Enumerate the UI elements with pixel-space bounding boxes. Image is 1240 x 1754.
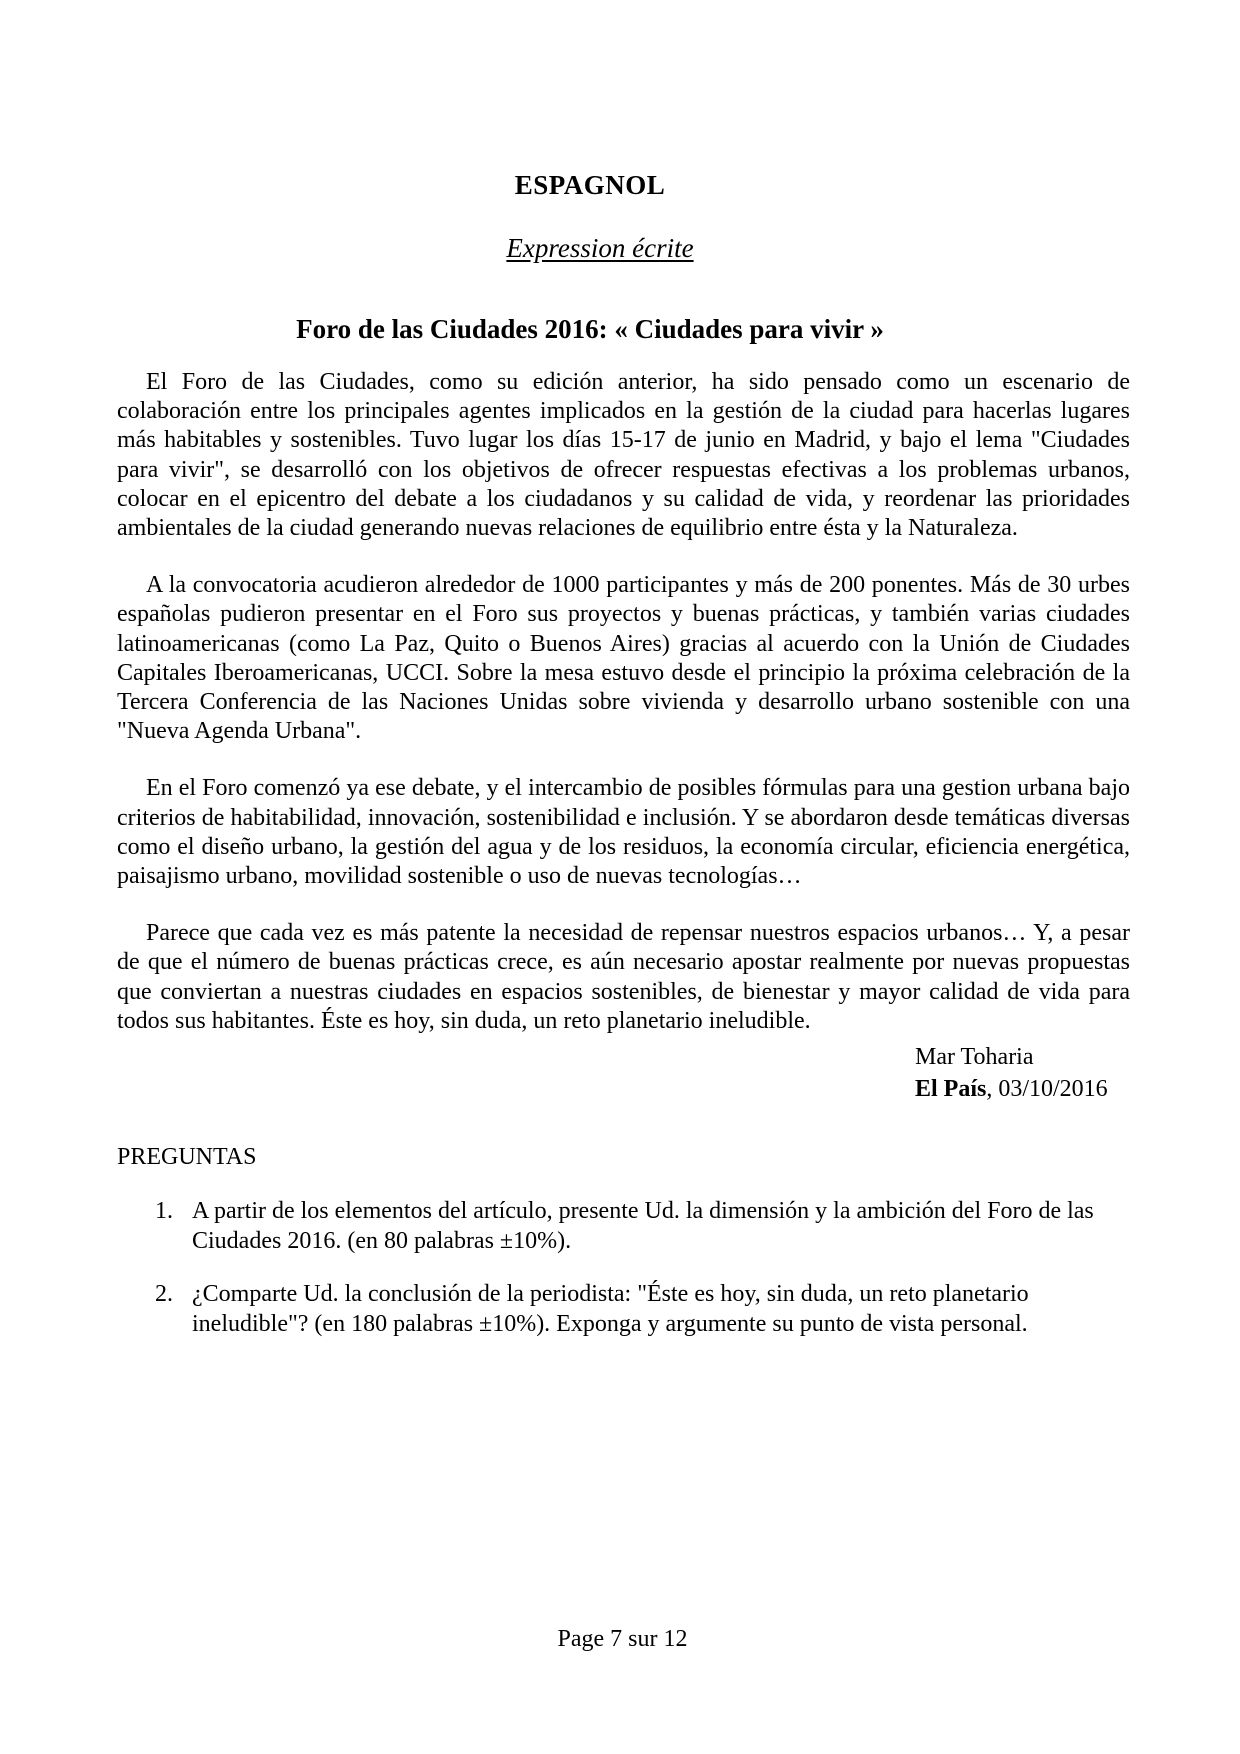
article-source: El País <box>915 1076 987 1102</box>
section-subtitle <box>0 233 1180 264</box>
page-number: Page 7 sur 12 <box>557 1626 688 1652</box>
question-number: 1. <box>155 1198 173 1224</box>
questions-heading: PREGUNTAS <box>117 1144 257 1170</box>
article-title: Foro de las Ciudades 2016: « Ciudades para vivir » <box>296 314 884 344</box>
article-paragraph: En el Foro comenzó ya ese debate, y el intercambio de posibles fórmulas para una gestion urbana bajo criterios de habitabilidad, innovación, sostenibilidad e inclusión. Y se abordaron desde temáticas diversas como el diseño urbano, la gestión del agua y de los residuos, la economía circular, eficiencia energética, paisajismo urbano, movilidad sostenible o uso de nuevas tecnologías… <box>117 775 1130 890</box>
article-date: , 03/10/2016 <box>986 1076 1108 1102</box>
question-item <box>117 1280 1130 1339</box>
article-paragraph: Parece que cada vez es más patente la necesidad de repensar nuestros espacios urbanos… Y, a pesar de que el número de buenas prácticas crece, es aún necesario apostar realmente por nuevas propuestas que conviertan a nuestras ciudades en espacios sostenibles, de bienestar y mayor calidad de vida para todos sus habitantes. Éste es hoy, sin duda, un reto planetario ineludible. <box>117 920 1130 1034</box>
section-subtitle-text: Expression écrite <box>506 233 694 263</box>
article-source-line <box>915 1073 1108 1105</box>
question-number: 2. <box>155 1281 173 1307</box>
question-text: ¿Comparte Ud. la conclusión de la periodista: "Éste es hoy, sin duda, un reto planetario ineludible"? (en 180 palabras ±10%). Exponga y argumente su punto de vista personal. <box>192 1281 1029 1337</box>
question-text: A partir de los elementos del artículo, presente Ud. la dimensión y la ambición del Foro de las Ciudades 2016. (en 80 palabras ±10%). <box>192 1198 1094 1254</box>
article-paragraph: A la convocatoria acudieron alrededor de 1000 participantes y más de 200 ponentes. Más de 30 urbes españolas pudieron presentar en el Foro sus proyectos y buenas prácticas, y también varias ciudades latinoamericanas (como La Paz, Quito o Buenos Aires) gracias al acuerdo con la Unión de Ciudades Capitales Iberoamericanas, UCCI. Sobre la mesa estuvo desde el principio la próxima celebración de la Tercera Conferencia de las Naciones Unidas sobre vivienda y desarrollo urbano sostenible con una "Nueva Agenda Urbana". <box>117 572 1130 745</box>
article-paragraph: El Foro de las Ciudades, como su edición anterior, ha sido pensado como un escenario de colaboración entre los principales agentes implicados en la gestión de la ciudad para hacerlas lugares más habitables y sostenibles. Tuvo lugar los días 15-17 de junio en Madrid, y bajo el lema "Ciudades para vivir", se desarrolló con los objetivos de ofrecer respuestas efectivas a los problemas urbanos, colocar en el epicentro del debate a los ciudadanos y su calidad de vida, y reordenar las prioridades ambientales de la ciudad generando nuevas relaciones de equilibrio entre ésta y la Naturaleza. <box>117 369 1130 542</box>
questions-list <box>117 1197 1130 1363</box>
article-author: Mar Toharia <box>915 1044 1034 1070</box>
article-signature <box>915 1041 1108 1105</box>
subject-title: ESPAGNOL <box>514 170 666 200</box>
question-item <box>117 1197 1130 1256</box>
article-body <box>117 368 1130 1064</box>
